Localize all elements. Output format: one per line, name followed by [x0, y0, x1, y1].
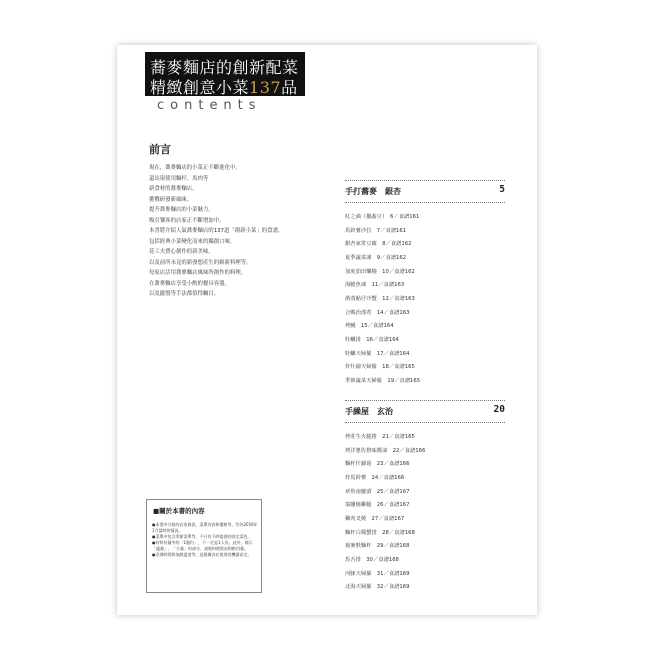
- title-line-2-main: 精緻創意小菜: [150, 78, 250, 97]
- note-item: ●本書中介紹的店家資訊、菜單內容和價格等，均為2016年1月當時的情況。: [152, 522, 258, 533]
- preface-line: 包括經典小菜變化而來的獨創口味，: [149, 238, 236, 245]
- note-item: ●菜單中包含季節菜單等，不只有不時提供的固定菜色。: [152, 534, 252, 539]
- preface-line: 新食材的蕎麥麵店，: [149, 186, 198, 192]
- toc-entry: 河豚天婦羅 31／食譜169: [345, 570, 410, 577]
- toc-entry: 銀杏家常豆腐 8／食譜162: [345, 241, 412, 248]
- toc-entry: 牡蠣排 16／食譜164: [345, 336, 399, 343]
- section-page-number: 5: [499, 184, 505, 195]
- note-item: ●烹調時間和加熱溫度等，是根據各店使用的機器而定。: [152, 552, 252, 557]
- preface-line: 本書將介紹人氣蕎麥麵店的137道「創新小菜」的食譜，: [149, 228, 284, 234]
- note-item: ●材料份量中的「1盤份」，不一定是1人份。此外，標示「適量」、「少量」的部分，請視料理狀況斟酌用量。: [152, 540, 253, 551]
- section-top-rule: [345, 180, 505, 181]
- toc-entry: 加度茄田樂燒 10／食譜162: [345, 268, 415, 275]
- toc-entry: 合鴨治部煮 14／食譜163: [345, 309, 410, 316]
- preface-line: 吸引饕客的店家正不斷增加中。: [149, 217, 225, 224]
- section-page-number: 20: [493, 404, 505, 415]
- toc-entry: 馬鈴薯沙拉 7／食譜161: [345, 227, 407, 234]
- toc-entry: 海膽魚凍 11／食譜163: [345, 282, 405, 289]
- section-heading: 手打蕎麥 銀杏: [345, 187, 401, 196]
- toc-entry: 夏季蔬菜凍 9／食譜162: [345, 254, 407, 261]
- title-line-2-tail: 品: [281, 78, 298, 97]
- contents-label: contents: [157, 98, 262, 113]
- toc-entry: 炸什錦天婦羅 18／食譜165: [345, 364, 415, 371]
- title-line-2: [150, 75, 298, 98]
- toc-entry: 牡蠣天婦羅 17／食譜164: [345, 350, 410, 357]
- section-entries: [345, 211, 505, 389]
- toc-entry: 紅之滴（鵝蕎豆） 6／食譜161: [345, 214, 420, 220]
- toc-entry: 章魚南蠻漬 25／食譜167: [345, 488, 410, 495]
- preface-line: 挑戰研發新風味。: [149, 196, 193, 203]
- toc-entry: 麵杆白醬蟹排 28／食譜168: [345, 529, 415, 536]
- toc-entry: 蕎麥麩麵杆 29／食譜168: [345, 543, 410, 550]
- section-bottom-rule: [345, 202, 505, 203]
- preface-title: 前言: [149, 143, 171, 156]
- toc-entry: 麵杆什錦菇 23／食譜166: [345, 461, 410, 468]
- preface-line: 以及擺盤等手法都值得矚目。: [149, 291, 220, 297]
- notes-list: [152, 522, 258, 558]
- toc-entry: 酒蒸鮎仔冷蟹 12／食譜163: [345, 295, 415, 302]
- section-bottom-rule: [345, 422, 505, 423]
- toc-entry: 北海天婦羅 32／食譜169: [345, 584, 410, 591]
- preface-line: 在蕎麥麵店享受小酌的餐具容器，: [149, 280, 230, 287]
- preface-line: 每家店活用蕎麥麵店風味所創作的料理，: [149, 270, 247, 276]
- preface-text: [149, 163, 319, 300]
- toc-entry: 烤洋蔥佐橙味醬油 22／食譜166: [345, 447, 426, 454]
- notes-title: ■關於本書的內容: [153, 507, 205, 515]
- toc-entry: 雞肉叉燒 27／食譜167: [345, 515, 405, 522]
- preface-line: 花工夫費心創作的新美味，: [149, 249, 214, 255]
- notes-box: [146, 499, 262, 593]
- title-accent-number: 137: [249, 78, 282, 97]
- toc-entry: 烤鰻 15／食譜164: [345, 323, 394, 330]
- preface-line: 提升蕎麥麵店的小菜魅力，: [149, 207, 214, 213]
- toc-entry: 烤莊生火腿捲 21／食譜165: [345, 434, 415, 440]
- preface-line: 現在，蕎麥麵店的小菜正不斷進化中。: [149, 165, 241, 171]
- preface-line: 以及前所未見的新發想產生的嶄新料理等。: [149, 259, 252, 266]
- section-entries: [345, 431, 505, 595]
- section-heading: 手繰屋 玄治: [345, 407, 393, 416]
- toc-entry: 炸馬鈴薯 24／食譜166: [345, 474, 405, 481]
- toc-entry: 翁鹽燒雞腿 26／食譜167: [345, 502, 410, 509]
- toc-entry: 季節蔬菜天婦羅 19／食譜165: [345, 377, 421, 384]
- title-banner: [145, 52, 305, 96]
- preface-line: 還出現使用麵杆、馬肉等: [149, 175, 209, 182]
- title-line-1: 蕎麥麵店的創新配菜: [150, 58, 299, 77]
- toc-entry: 馬舌排 30／食譜168: [345, 556, 399, 563]
- section-top-rule: [345, 400, 505, 401]
